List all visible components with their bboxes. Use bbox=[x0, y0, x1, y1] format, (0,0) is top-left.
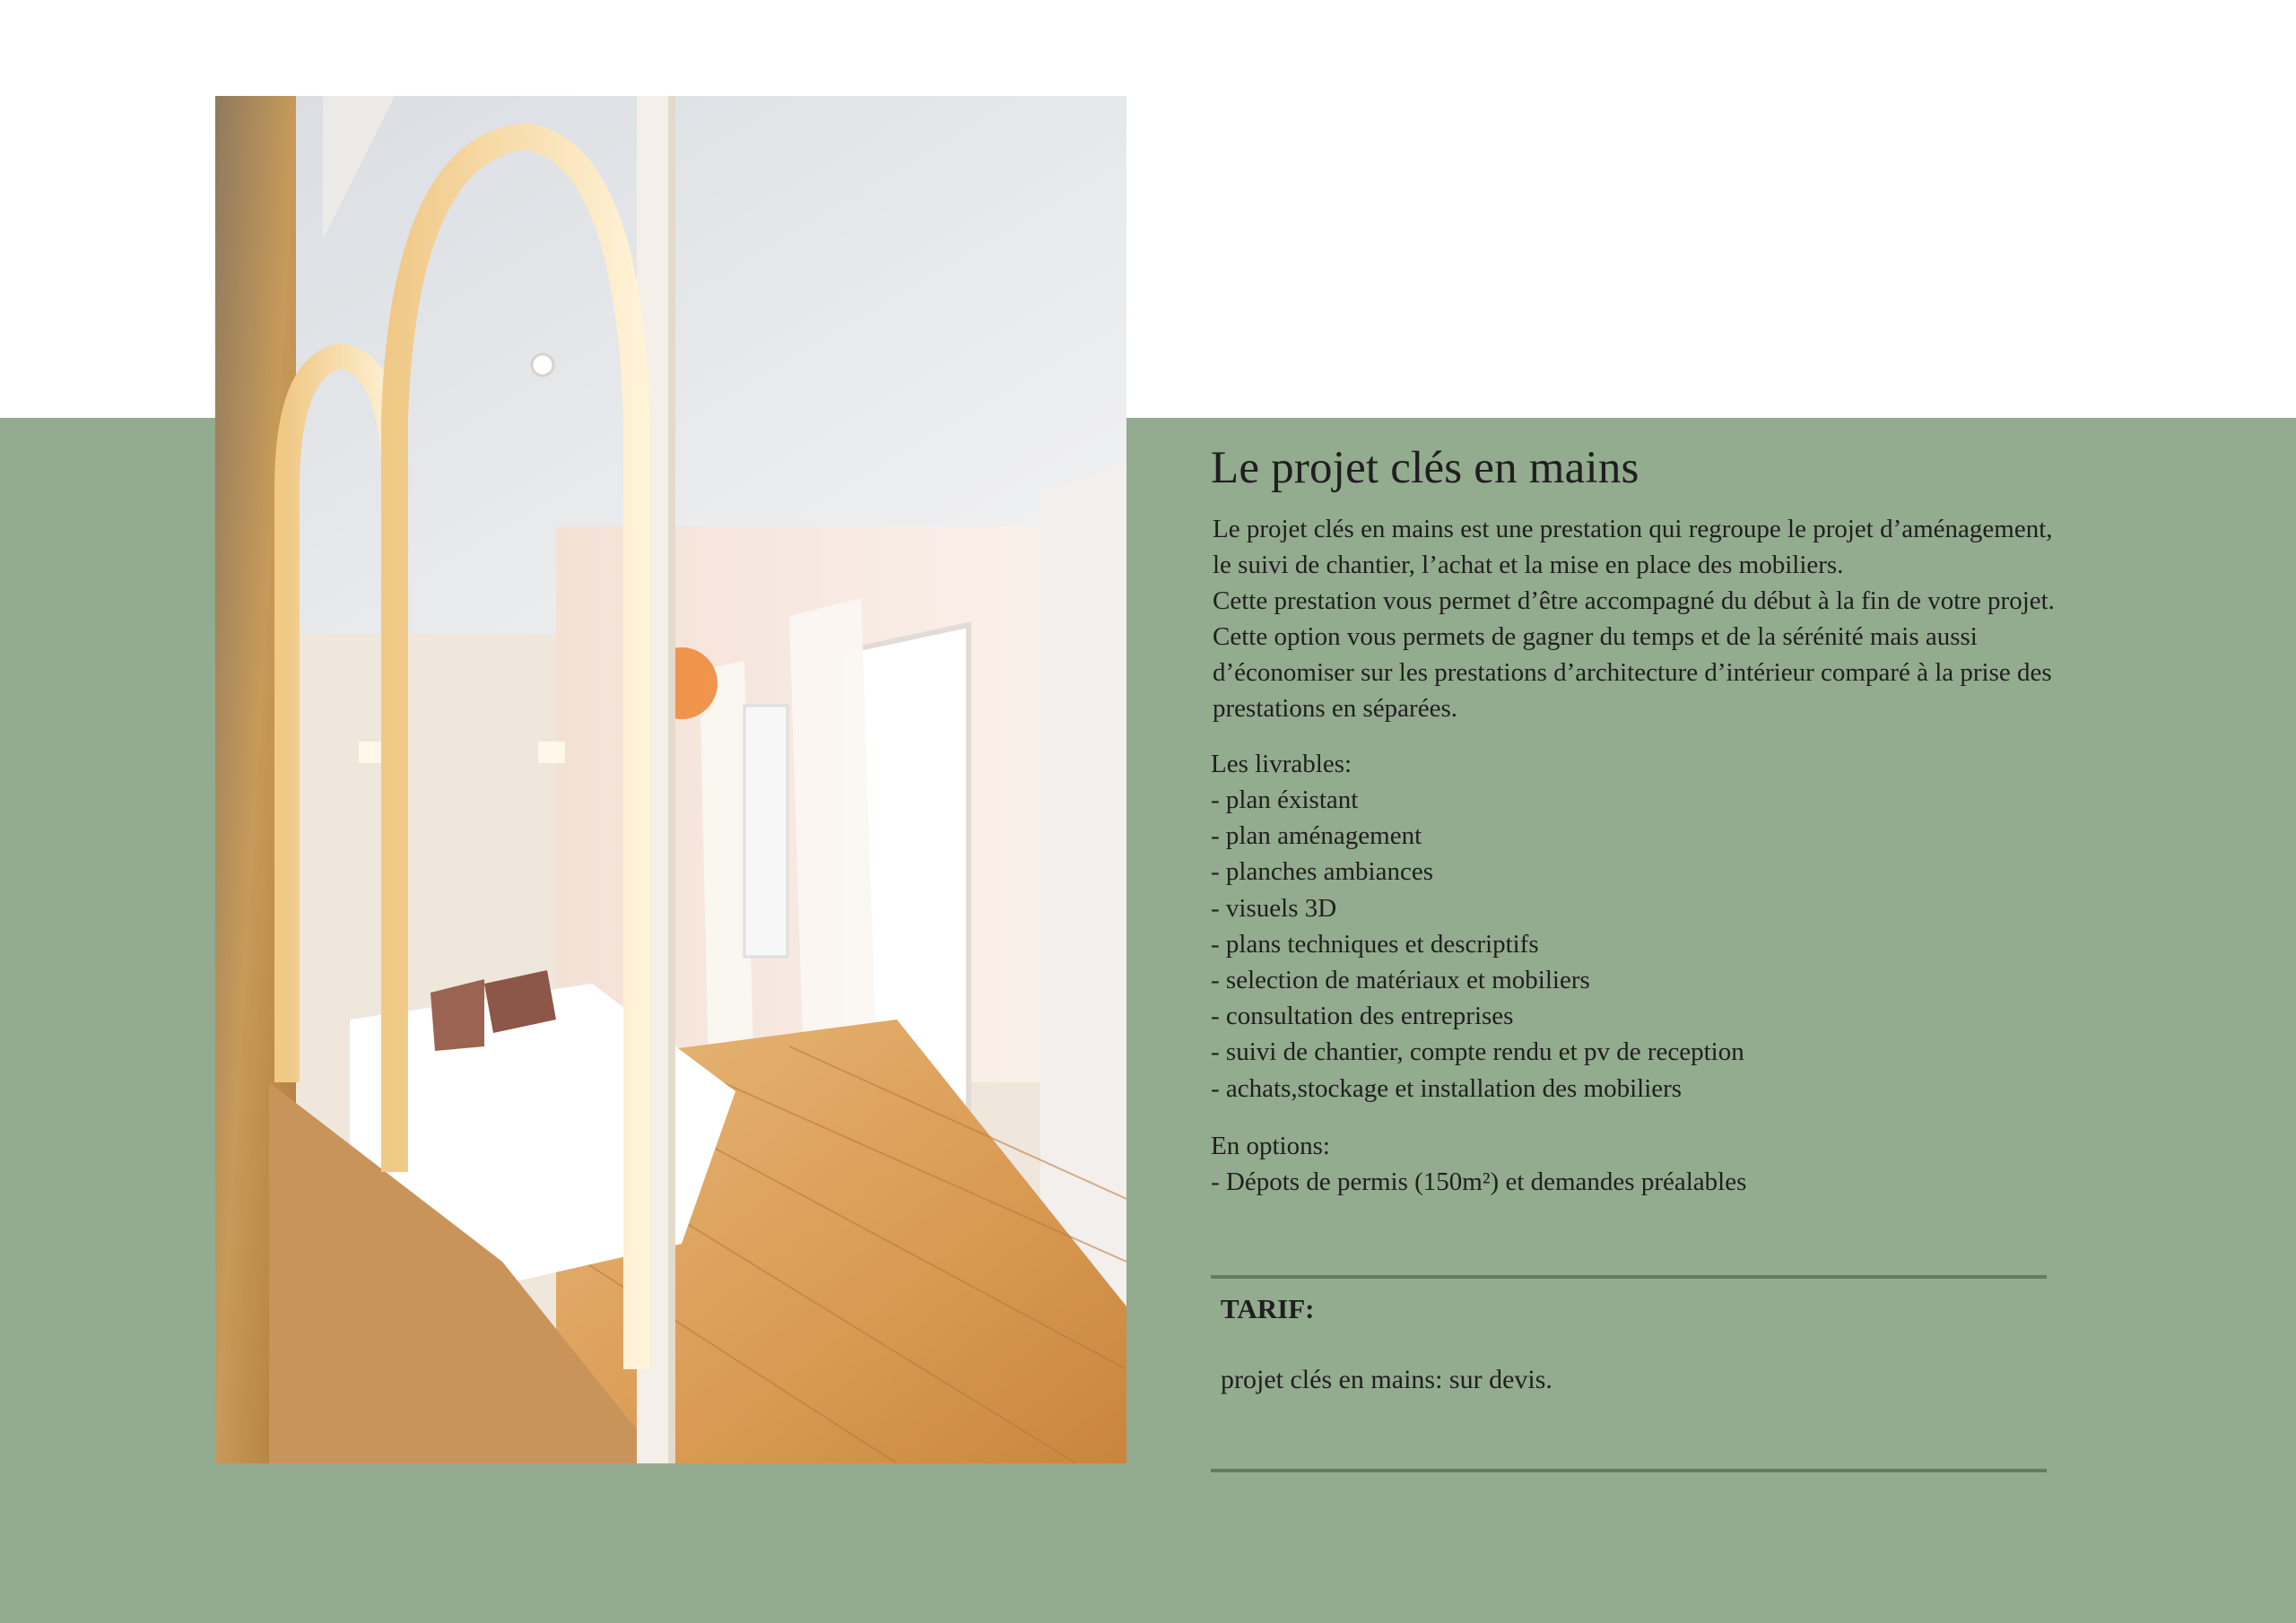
list-item: - Dépots de permis (150m²) et demandes préalables bbox=[1211, 1164, 2152, 1200]
bedroom-illustration bbox=[215, 96, 1126, 1463]
options-list bbox=[1211, 1164, 2152, 1200]
list-item: - planches ambiances bbox=[1211, 854, 2152, 890]
intro-line: Cette option vous permets de gagner du temps et de la sérénité mais aussi bbox=[1213, 622, 1978, 651]
list-item: - plans techniques et descriptifs bbox=[1211, 926, 2152, 962]
intro-line: le suivi de chantier, l’achat et la mise en place des mobiliers. bbox=[1213, 551, 1844, 579]
list-item: - visuels 3D bbox=[1211, 890, 2152, 926]
tarif-box bbox=[1211, 1275, 2047, 1472]
text-column bbox=[1211, 436, 2152, 1200]
list-item: - selection de matériaux et mobiliers bbox=[1211, 962, 2152, 998]
tarif-value: projet clés en mains: sur devis. bbox=[1221, 1365, 1552, 1394]
page-title: Le projet clés en mains bbox=[1211, 443, 1639, 493]
intro-line: Le projet clés en mains est une prestation qui regroupe le projet d’aménagement, bbox=[1213, 515, 2053, 543]
bedroom-photo bbox=[215, 96, 1126, 1463]
intro-paragraph bbox=[1213, 511, 2152, 726]
list-item: - plan éxistant bbox=[1211, 782, 2152, 818]
options-label: En options: bbox=[1211, 1131, 1330, 1160]
list-item: - consultation des entreprises bbox=[1211, 998, 2152, 1034]
intro-line: d’économiser sur les prestations d’architecture d’intérieur comparé à la prise des bbox=[1213, 658, 2052, 687]
deliverables-label: Les livrables: bbox=[1211, 750, 1352, 778]
list-item: - achats,stockage et installation des mobiliers bbox=[1211, 1071, 2152, 1107]
intro-line: Cette prestation vous permet d’être accompagné du début à la fin de votre projet. bbox=[1213, 586, 2055, 615]
deliverables-list bbox=[1211, 782, 2152, 1107]
list-item: - plan aménagement bbox=[1211, 818, 2152, 854]
list-item: - suivi de chantier, compte rendu et pv de reception bbox=[1211, 1034, 2152, 1070]
tarif-label: TARIF: bbox=[1221, 1293, 1315, 1324]
intro-line: prestations en séparées. bbox=[1213, 694, 1457, 723]
